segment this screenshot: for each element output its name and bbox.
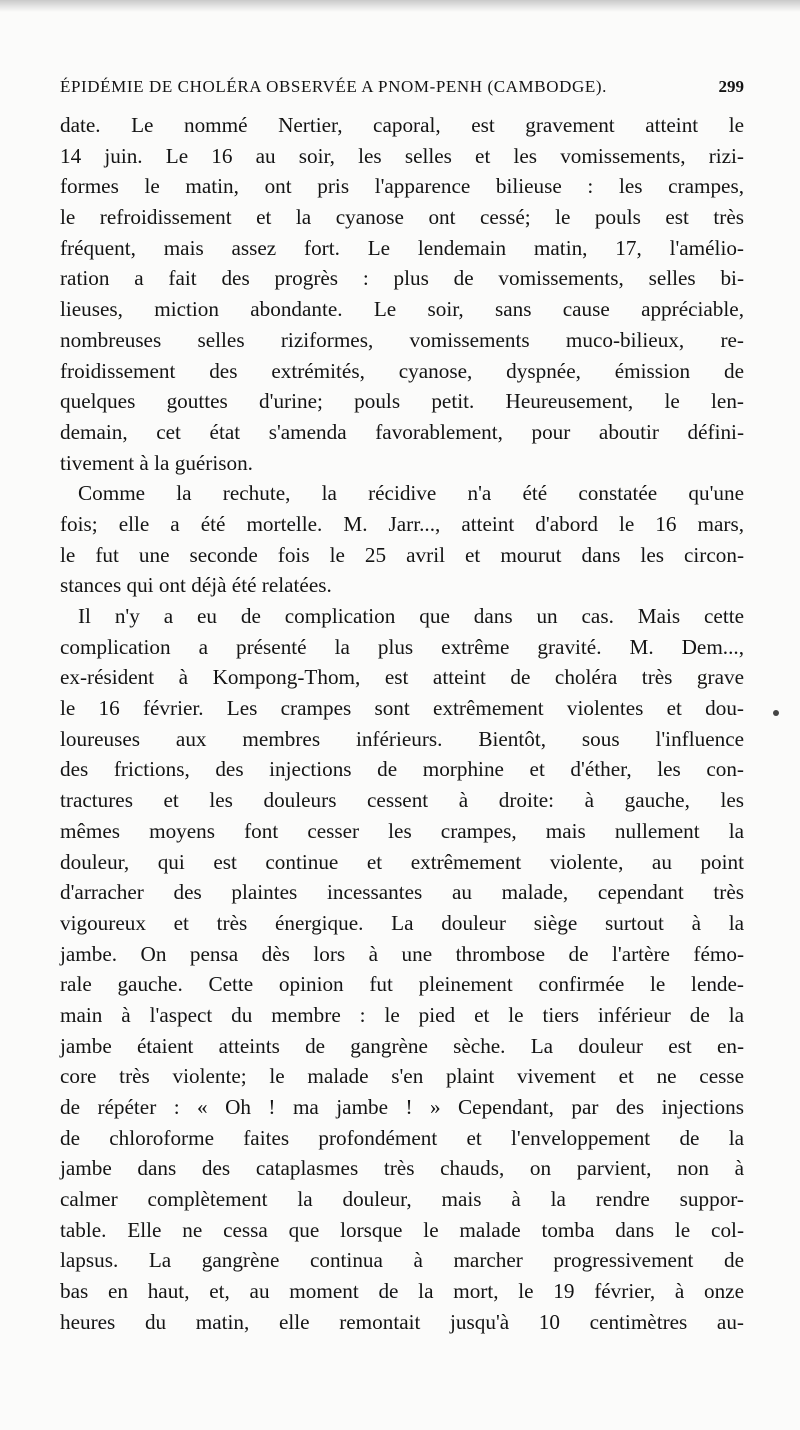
- text-line: formes le matin, ont pris l'apparence bilieuse : les crampes,: [60, 174, 744, 199]
- text-line: lapsus. La gangrène continua à marcher progressivement de: [60, 1248, 744, 1273]
- text-line: de répéter : « Oh ! ma jambe ! » Cependant, par des injections: [60, 1095, 744, 1119]
- text-line: le 16 février. Les crampes sont extrêmement violentes et dou-: [60, 696, 744, 721]
- text-line: jambe. On pensa dès lors à une thrombose de l'artère fémo-: [60, 941, 744, 966]
- body-text: [60, 110, 744, 1338]
- text-line: ration a fait des progrès : plus de vomissements, selles bi-: [60, 266, 744, 291]
- text-line: jambe dans des cataplasmes très chauds, on parvient, non à: [60, 1156, 744, 1181]
- text-line: date. Le nommé Nertier, caporal, est gravement atteint le: [60, 113, 744, 137]
- text-line: vigoureux et très énergique. La douleur siège surtout à la: [60, 910, 744, 935]
- text-line: complication a présenté la plus extrême gravité. M. Dem...,: [60, 634, 744, 659]
- page-number: 299: [718, 77, 744, 96]
- text-line: le fut une seconde fois le 25 avril et mourut dans les circon-: [60, 542, 744, 567]
- text-line: quelques gouttes d'urine; pouls petit. Heureusement, le len-: [60, 389, 744, 414]
- text-line: mêmes moyens font cesser les crampes, mais nullement la: [60, 818, 744, 843]
- text-line: jambe étaient atteints de gangrène sèche. La douleur est en-: [60, 1033, 744, 1058]
- text-line: lieuses, miction abondante. Le soir, sans cause appréciable,: [60, 297, 744, 322]
- text-line: fois; elle a été mortelle. M. Jarr..., atteint d'abord le 16 mars,: [60, 511, 744, 536]
- text-line: froidissement des extrémités, cyanose, dyspnée, émission de: [60, 358, 744, 383]
- text-line: demain, cet état s'amenda favorablement, pour aboutir défini-: [60, 419, 744, 444]
- text-line: tractures et les douleurs cessent à droite: à gauche, les: [60, 788, 744, 813]
- text-line: le refroidissement et la cyanose ont cessé; le pouls est très: [60, 205, 744, 230]
- text-line: douleur, qui est continue et extrêmement violente, au point: [60, 849, 744, 874]
- text-line: tivement à la guérison.: [60, 450, 253, 475]
- text-line: 14 juin. Le 16 au soir, les selles et les vomissements, rizi-: [60, 143, 744, 168]
- text-line: main à l'aspect du membre : le pied et le tiers inférieur de la: [60, 1002, 744, 1027]
- text-line: stances qui ont déjà été relatées.: [60, 573, 332, 598]
- text-line: heures du matin, elle remontait jusqu'à 10 centimètres au-: [60, 1309, 744, 1334]
- running-title: ÉPIDÉMIE DE CHOLÉRA OBSERVÉE A PNOM-PENH (CAMBODGE).: [60, 77, 607, 96]
- page-header: [60, 72, 744, 102]
- scan-speck: [773, 710, 779, 716]
- text-line: ex-résident à Kompong-Thom, est atteint de choléra très grave: [60, 665, 744, 690]
- text-line: core très violente; le malade s'en plaint vivement et ne cesse: [60, 1064, 744, 1089]
- text-line: de chloroforme faites profondément et l'enveloppement de la: [60, 1125, 744, 1150]
- text-line: loureuses aux membres inférieurs. Bientôt, sous l'influence: [60, 726, 744, 751]
- paragraph-start-line: Il n'y a eu de complication que dans un cas. Mais cette: [78, 604, 744, 628]
- text-line: calmer complètement la douleur, mais à la rendre suppor-: [60, 1187, 744, 1212]
- paragraph-start-line: Comme la rechute, la récidive n'a été constatée qu'une: [78, 481, 744, 506]
- text-line: d'arracher des plaintes incessantes au malade, cependant très: [60, 880, 744, 905]
- text-line: des frictions, des injections de morphine et d'éther, les con-: [60, 757, 744, 782]
- text-line: table. Elle ne cessa que lorsque le malade tomba dans le col-: [60, 1217, 744, 1242]
- text-line: fréquent, mais assez fort. Le lendemain matin, 17, l'amélio-: [60, 235, 744, 260]
- text-line: bas en haut, et, au moment de la mort, le 19 février, à onze: [60, 1279, 744, 1304]
- text-line: nombreuses selles riziformes, vomissements muco-bilieux, re-: [60, 327, 744, 352]
- text-line: rale gauche. Cette opinion fut pleinement confirmée le lende-: [60, 972, 744, 997]
- page-top-edge: [0, 0, 800, 12]
